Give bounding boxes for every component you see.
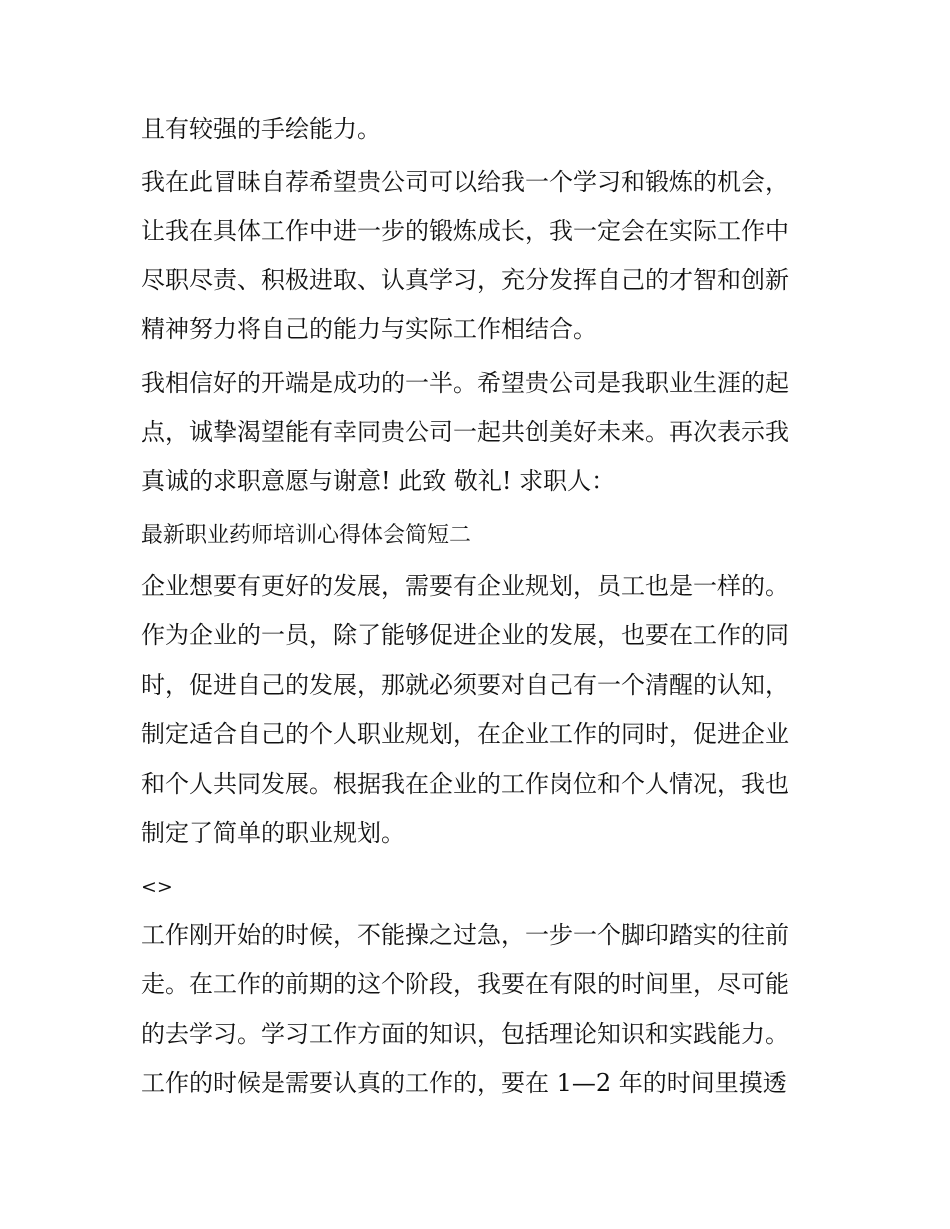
content-marker: <> <box>141 876 173 898</box>
paragraph-line: 工作刚开始的时候，不能操之过急，一步一个脚印踏实的往前 <box>141 921 789 949</box>
paragraph-line: 尽职尽责、积极进取、认真学习，充分发挥自己的才智和创新 <box>141 266 789 294</box>
paragraph-line: 工作的时候是需要认真的工作的，要在 1—2 年的时间里摸透 <box>141 1069 787 1097</box>
paragraph-line: 和个人共同发展。根据我在企业的工作岗位和个人情况，我也 <box>141 770 789 798</box>
paragraph-line: 企业想要有更好的发展，需要有企业规划，员工也是一样的。 <box>141 572 789 600</box>
paragraph-line: 走。在工作的前期的这个阶段，我要在有限的时间里，尽可能 <box>141 970 789 998</box>
paragraph-line: 制定了简单的职业规划。 <box>141 819 405 847</box>
paragraph-line: 的去学习。学习工作方面的知识，包括理论知识和实践能力。 <box>141 1020 789 1048</box>
paragraph-line: 制定适合自己的个人职业规划，在企业工作的同时，促进企业 <box>141 720 789 748</box>
paragraph-line: 作为企业的一员，除了能够促进企业的发展，也要在工作的同 <box>141 621 789 649</box>
paragraph-line: 让我在具体工作中进一步的锻炼成长，我一定会在实际工作中 <box>141 217 789 245</box>
paragraph-line: 我在此冒昧自荐希望贵公司可以给我一个学习和锻炼的机会， <box>141 168 789 196</box>
paragraph-line: 时，促进自己的发展，那就必须要对自己有一个清醒的认知， <box>141 671 789 699</box>
paragraph-line: 我相信好的开端是成功的一半。希望贵公司是我职业生涯的起 <box>141 369 789 397</box>
paragraph-line: 且有较强的手绘能力。 <box>141 115 381 143</box>
section-heading: 最新职业药师培训心得体会简短二 <box>141 523 472 548</box>
paragraph-line: 真诚的求职意愿与谢意! 此致 敬礼! 求职人： <box>141 467 616 495</box>
paragraph-line: 精神努力将自己的能力与实际工作相结合。 <box>141 315 597 343</box>
paragraph-line: 点，诚挚渴望能有幸同贵公司一起共创美好未来。再次表示我 <box>141 418 789 446</box>
